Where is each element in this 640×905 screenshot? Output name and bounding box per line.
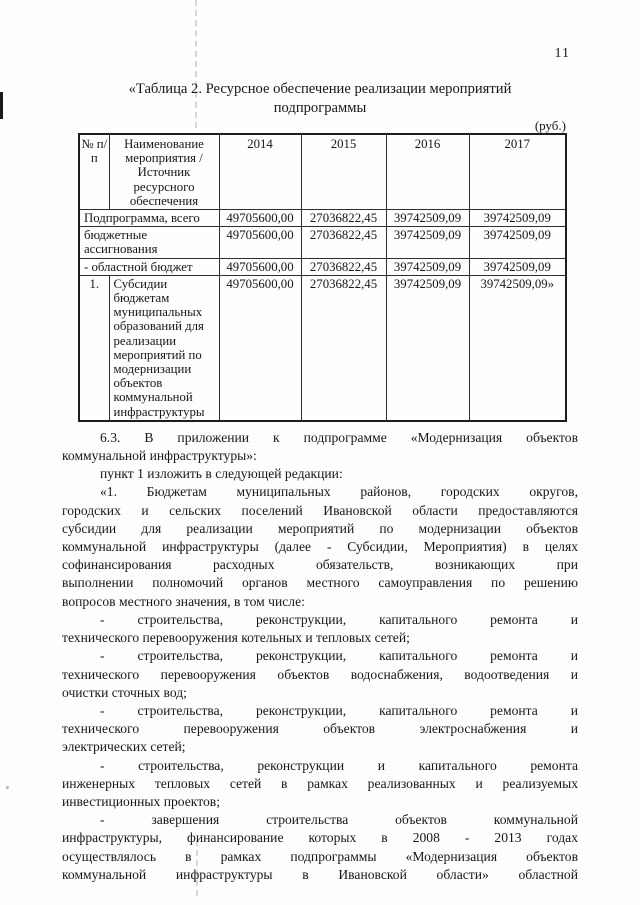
body-paragraph	[62, 483, 578, 610]
text-line: субсидии для реализации мероприятий по модернизации объектов	[62, 520, 578, 536]
scan-artifact-dot	[6, 786, 9, 789]
page-content	[62, 80, 578, 884]
text-line: «1. Бюджетам муниципальных районов, городских округов,	[100, 484, 578, 500]
row-value-cell: 39742509,09	[386, 227, 469, 258]
text-line: вопросов местного значения, в том числе:	[62, 593, 305, 609]
page-number: 11	[554, 46, 570, 61]
row-value-cell: 49705600,00	[219, 275, 301, 421]
row-value-cell: 39742509,09»	[469, 275, 566, 421]
header-name: Наименование мероприятия / Источник ресурсного обеспечения	[109, 134, 219, 210]
text-line: софинансирования расходных обязательств, возникающих при	[62, 557, 578, 573]
table-title-line-1: «Таблица 2. Ресурсное обеспечение реализации мероприятий	[128, 81, 512, 97]
body-paragraph	[62, 811, 578, 884]
text-line: электрических сетей;	[62, 739, 186, 755]
text-line: коммунальной инфраструктуры (далее - Субсидии, Мероприятия) в целях	[62, 539, 578, 555]
text-line: инженерных тепловых сетей в рамках реализованных и реализуемых	[62, 775, 578, 791]
row-value-cell: 27036822,45	[301, 227, 386, 258]
header-year-2017: 2017	[469, 134, 566, 210]
text-line: - завершения строительства объектов коммунальной	[100, 812, 578, 828]
table-title	[62, 80, 578, 118]
resource-table	[78, 133, 567, 422]
body-text	[62, 429, 578, 884]
body-paragraph	[62, 611, 578, 647]
row-value-cell: 27036822,45	[301, 210, 386, 227]
text-line: - строительства, реконструкции, капитального ремонта и	[100, 611, 578, 627]
row-number-cell: 1.	[79, 275, 109, 421]
table-title-line-2: подпрограммы	[273, 100, 367, 116]
scan-artifact-left-edge-mark	[0, 92, 3, 119]
text-line: инфраструктуры, финансирование которых в 2008 - 2013 годах	[62, 830, 578, 846]
row-name-cell: Субсидии бюджетам муниципальных образований для реализации мероприятий по модернизации объектов коммунальной инфраструктуры	[109, 275, 219, 421]
row-name-cell: Подпрограмма, всего	[79, 210, 219, 227]
body-paragraph	[62, 465, 578, 483]
row-name-cell: - областной бюджет	[79, 258, 219, 275]
body-paragraph	[62, 429, 578, 465]
units-note: (руб.)	[534, 118, 566, 133]
row-value-cell: 39742509,09	[469, 258, 566, 275]
body-paragraph	[62, 702, 578, 757]
header-year-2014: 2014	[219, 134, 301, 210]
row-value-cell: 39742509,09	[386, 258, 469, 275]
text-line: очистки сточных вод;	[62, 684, 187, 700]
row-value-cell: 49705600,00	[219, 258, 301, 275]
text-line: осуществлялось в рамках подпрограммы «Модернизация объектов	[62, 848, 578, 864]
row-value-cell: 27036822,45	[301, 275, 386, 421]
text-line: технического перевооружения котельных и тепловых сетей;	[62, 630, 410, 646]
text-line: инвестиционных проектов;	[62, 793, 220, 809]
header-year-2016: 2016	[386, 134, 469, 210]
table-row	[79, 210, 566, 227]
body-paragraph	[62, 647, 578, 702]
text-line: пункт 1 изложить в следующей редакции:	[100, 466, 343, 482]
text-line: выполнении полномочий органов местного самоуправления по решению	[62, 575, 578, 591]
row-value-cell: 27036822,45	[301, 258, 386, 275]
row-value-cell: 39742509,09	[386, 275, 469, 421]
table-row	[79, 275, 566, 421]
table-row	[79, 227, 566, 258]
table-row	[79, 258, 566, 275]
text-line: 6.3. В приложении к подпрограмме «Модернизация объектов	[100, 429, 578, 445]
table-header-row	[79, 134, 566, 210]
header-year-2015: 2015	[301, 134, 386, 210]
body-paragraph	[62, 757, 578, 812]
text-line: технического перевооружения объектов электроснабжения и	[62, 721, 578, 737]
row-value-cell: 49705600,00	[219, 210, 301, 227]
row-value-cell: 39742509,09	[386, 210, 469, 227]
row-name-cell: бюджетные ассигнования	[79, 227, 219, 258]
header-num: № п/п	[79, 134, 109, 210]
row-value-cell: 49705600,00	[219, 227, 301, 258]
text-line: коммунальной инфраструктуры»:	[62, 448, 257, 464]
row-value-cell: 39742509,09	[469, 227, 566, 258]
row-value-cell: 39742509,09	[469, 210, 566, 227]
text-line: - строительства, реконструкции, капитального ремонта и	[100, 702, 578, 718]
text-line: городских и сельских поселений Ивановской области предоставляются	[62, 502, 578, 518]
text-line: коммунальной инфраструктуры в Ивановской области» областной	[62, 866, 578, 882]
text-line: технического перевооружения объектов водоснабжения, водоотведения и	[62, 666, 578, 682]
text-line: - строительства, реконструкции и капитального ремонта	[100, 757, 578, 773]
text-line: - строительства, реконструкции, капитального ремонта и	[100, 648, 578, 664]
